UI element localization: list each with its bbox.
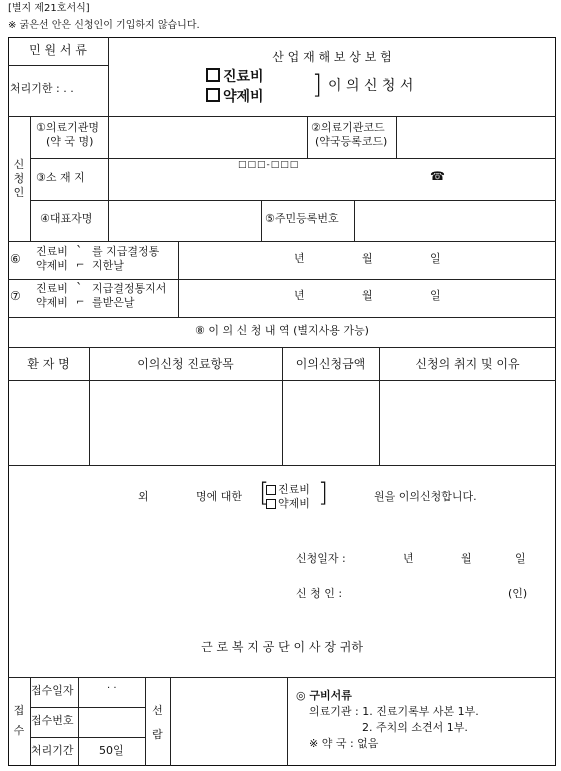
required-docs-line1: 의료기관 : 1. 진료기록부 사본 1부. [309,705,479,718]
row6-text2: 지한날 [92,259,124,272]
row7-text2: 를받은날 [92,296,135,309]
pharmacy-code-label: (약국등록코드) [315,135,388,148]
bracket-icon: ] [318,478,329,508]
statement-option1[interactable] [266,484,310,497]
divider [178,241,179,317]
processing-period-label: 처리기간 [31,744,74,757]
representative-label: ④대표자명 [40,212,93,225]
required-docs-title: ◎ 구비서류 [296,689,352,702]
applicant-side-label: 신 청 인 [13,158,25,199]
divider [396,116,397,158]
row6-text1: 를 지급결정통 [92,245,160,258]
resident-number-label: ⑤주민등록번호 [265,212,339,225]
checkbox-icon[interactable] [206,68,220,82]
institution-code-label: ②의료기관코드 [311,121,385,134]
divider [8,241,556,242]
postal-code-boxes[interactable]: □□□-□□□ [238,160,300,170]
row7-number: ⑦ [10,289,21,303]
details-title: ⑧ 이 의 신 청 내 역 (별지사용 가능) [195,324,369,337]
col-item: 이의신청 진료항목 [137,357,234,371]
checkbox-icon[interactable] [266,499,276,509]
receipt-date-value: · · [107,683,117,694]
divider [261,200,262,241]
row6-month: 월 [362,252,373,265]
date-label: 신청일자 : [296,552,346,565]
row6-option2: 약제비 [36,259,68,272]
item-cell[interactable] [90,381,281,464]
row6-option1: 진료비 [36,245,68,258]
row6-year: 년 [294,252,305,265]
amount-cell[interactable] [283,381,378,464]
option-label: 약제비 [223,89,264,105]
form-number: [별지 제21호서식] [8,3,90,14]
divider [30,116,31,241]
brace-icon: ⌐ [76,297,85,308]
seal-mark: (인) [508,587,528,600]
divider [8,116,556,117]
receipt-date-label: 접수일자 [31,684,74,697]
option-drug-fee[interactable] [206,88,264,105]
insurance-title: 산 업 재 해 보 상 보 험 [272,50,392,64]
pharmacy-name-label: (약 국 명) [46,135,94,148]
receipt-side-label: 접 수 [13,704,25,737]
divider [8,317,556,318]
divider [78,677,79,766]
address-label: ③소 재 지 [36,171,85,184]
reason-cell[interactable] [380,381,555,464]
col-patient: 환 자 명 [27,357,70,371]
divider [307,116,308,158]
phone-icon: ☎ [430,169,445,183]
bracket-icon: [ [259,478,270,508]
option-medical-fee[interactable] [206,68,264,85]
civil-doc-label: 민 원 서 류 [29,43,87,57]
statement-option2[interactable] [266,498,310,511]
statement-text: 원을 이의신청합니다. [374,490,477,503]
divider [108,116,109,241]
divider [8,279,556,280]
divider [287,677,288,766]
brace-icon: ` [76,245,83,260]
checkbox-icon[interactable] [266,485,276,495]
row7-option1: 진료비 [36,282,68,295]
receipt-number-label: 접수번호 [31,714,74,727]
divider [30,707,145,708]
required-docs-line2: 2. 주치의 소견서 1부. [362,721,468,734]
row7-text1: 지급결정통지서 [92,282,167,295]
row7-day: 일 [430,289,441,302]
brace-icon: ⌐ [76,260,85,271]
brace-icon: ` [76,282,83,297]
bracket-icon: ] [312,70,323,100]
document-title: 이 의 신 청 서 [328,78,414,94]
divider [170,677,171,766]
col-reason: 신청의 취지 및 이유 [415,357,520,371]
deadline-label: 처리기한 : . . [10,82,74,95]
col-amount: 이의신청금액 [295,357,366,371]
patient-cell[interactable] [9,381,88,464]
divider [108,37,109,116]
date-month: 월 [461,552,472,565]
persons-label: 명에 대한 [196,490,243,503]
row7-month: 월 [362,289,373,302]
review-side-label: 선 람 [152,704,163,741]
divider [8,677,556,678]
option-label: 진료비 [223,69,264,85]
applicant-label: 신 청 인 : [296,587,343,600]
row6-number: ⑥ [10,252,21,266]
divider [30,737,145,738]
processing-period-value: 50일 [99,744,124,757]
outside-label: 외 [138,490,149,503]
option-label: 약제비 [278,497,310,510]
row7-option2: 약제비 [36,296,68,309]
row7-year: 년 [294,289,305,302]
divider [8,465,556,466]
recipient-line: 근 로 복 지 공 단 이 사 장 귀하 [201,640,363,654]
date-day: 일 [515,552,526,565]
divider [354,200,355,241]
header-note: ※ 굵은선 안은 신청인이 기입하지 않습니다. [8,20,200,31]
option-label: 진료비 [278,483,310,496]
row6-day: 일 [430,252,441,265]
required-docs-line3: ※ 약 국 : 없음 [309,737,379,750]
date-year: 년 [403,552,414,565]
institution-name-label: ①의료기관명 [36,121,99,134]
checkbox-icon[interactable] [206,88,220,102]
divider [8,65,108,66]
